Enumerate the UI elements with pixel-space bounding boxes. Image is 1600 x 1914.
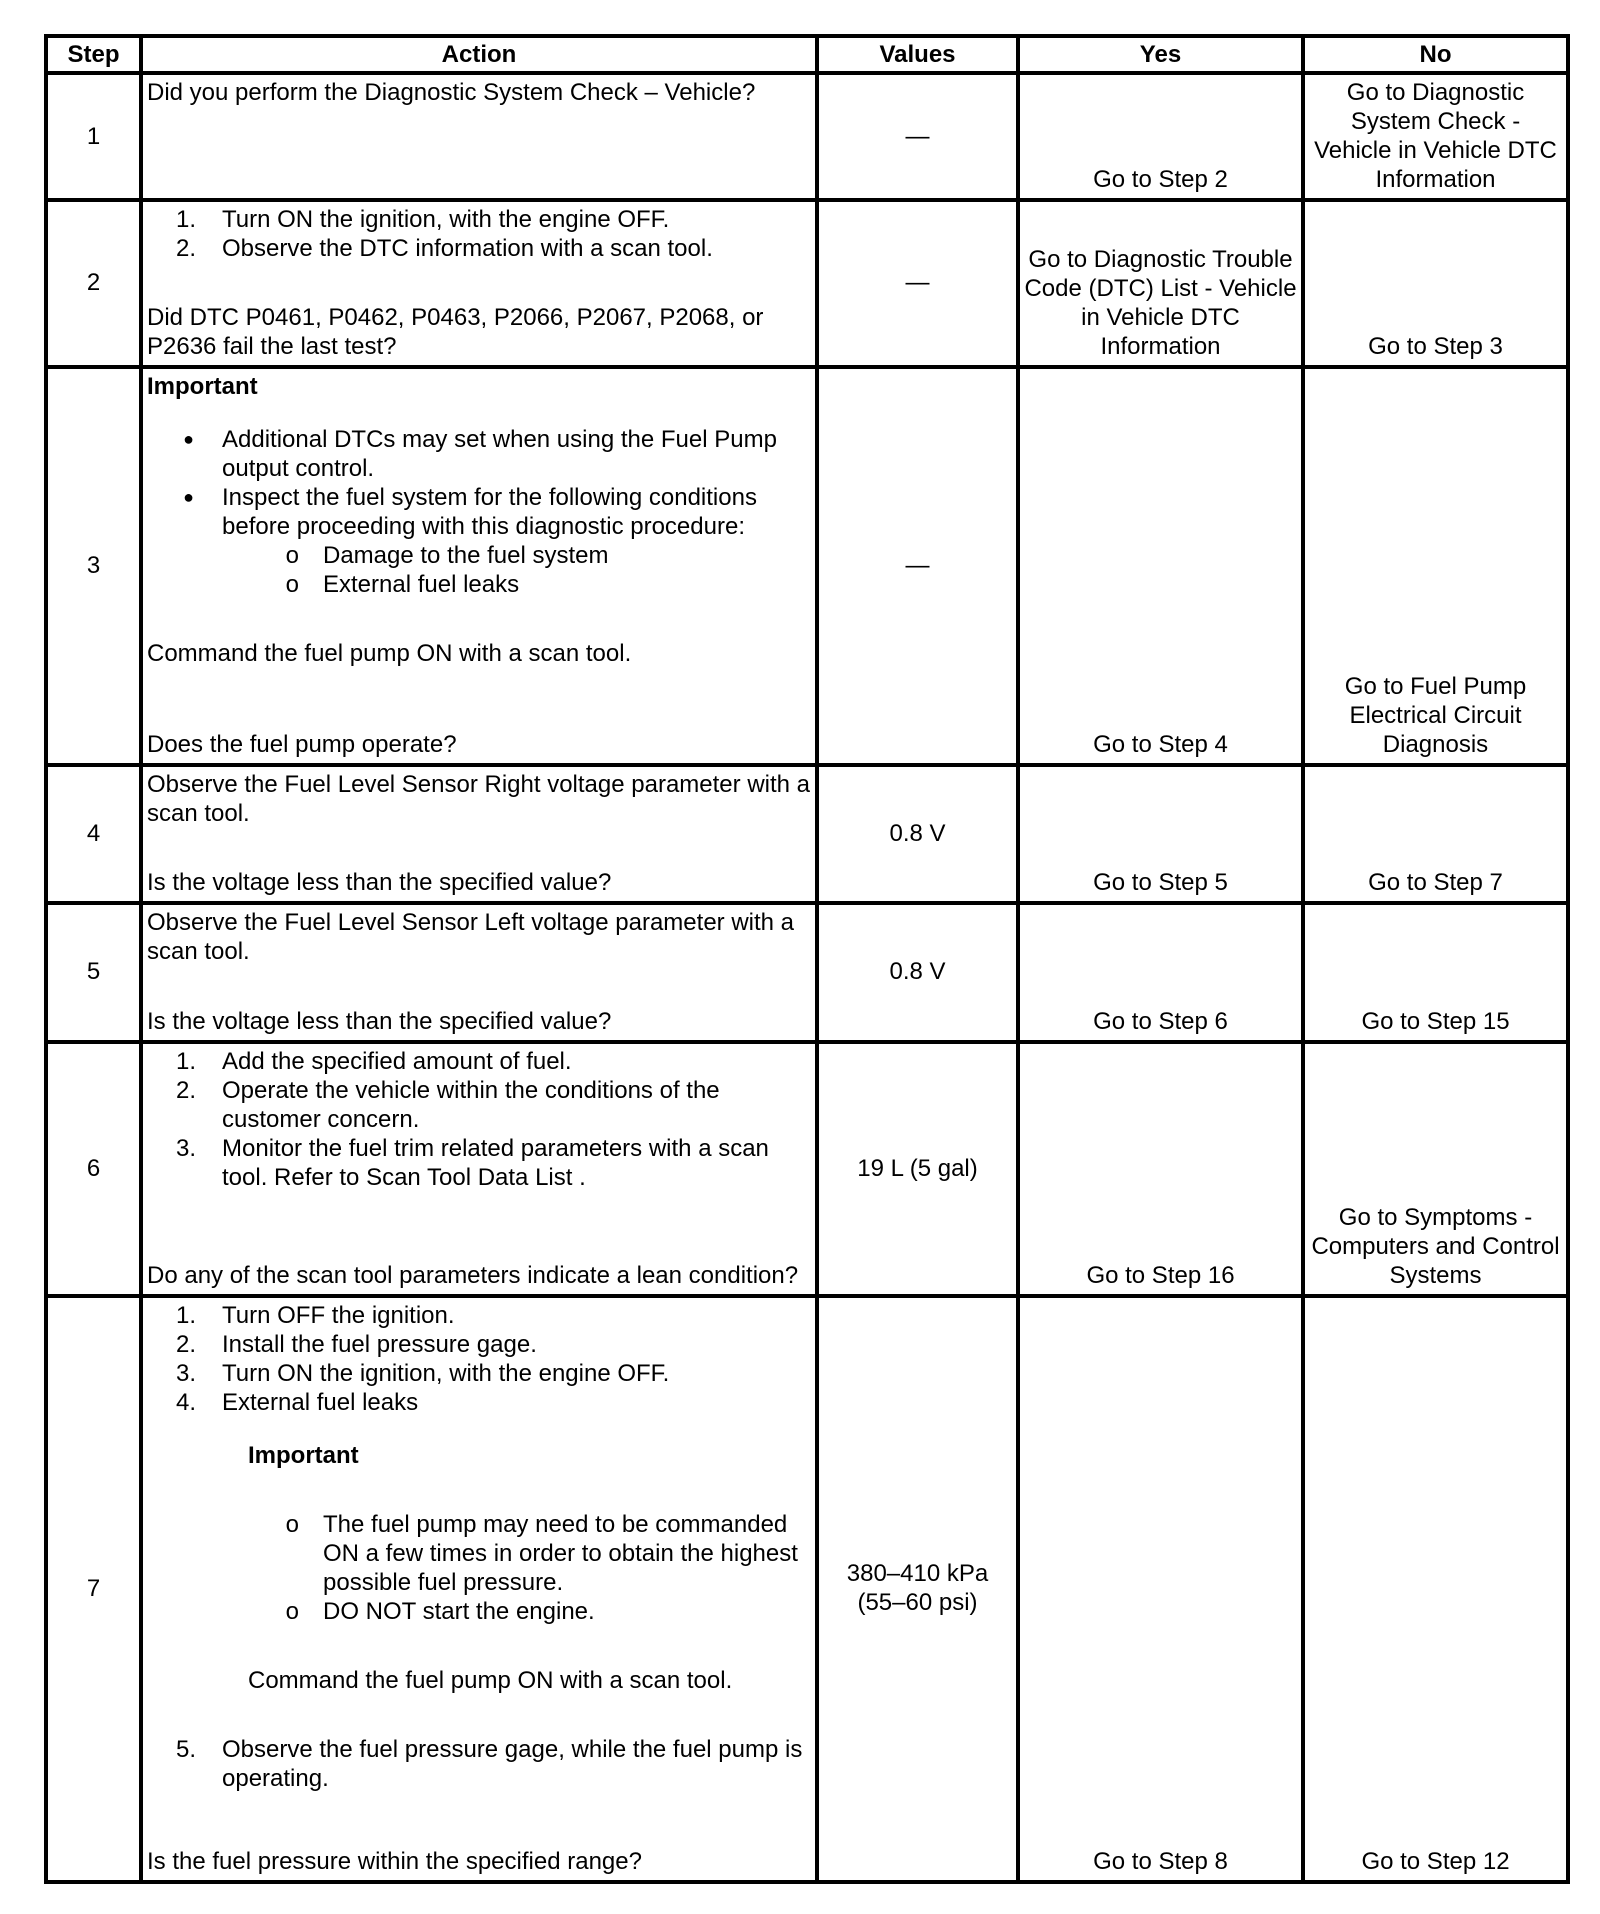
list-item: 3. Monitor the fuel trim related parameters with a scan tool. Refer to Scan Tool Data List . <box>175 1135 769 1192</box>
header-action: Action <box>141 36 817 73</box>
yes-cell: Go to Step 16 <box>1018 1042 1303 1296</box>
step-number: 7 <box>46 1296 141 1882</box>
table-row <box>46 367 1568 765</box>
table-row <box>46 200 1568 366</box>
list-item: 1. Turn ON the ignition, with the engine OFF. <box>175 206 670 234</box>
no-cell: Go to Fuel Pump Electrical Circuit Diagnosis <box>1303 367 1568 765</box>
list-item: 3. Turn ON the ignition, with the engine OFF. <box>175 1359 670 1387</box>
yes-cell: Go to Step 2 <box>1018 73 1303 200</box>
important-label: Important <box>147 372 258 400</box>
list-item: 2. Operate the vehicle within the conditions of the customer concern. <box>175 1077 720 1134</box>
header-step: Step <box>46 36 141 73</box>
no-cell: Go to Step 3 <box>1303 200 1568 366</box>
list-item: 5. Observe the fuel pressure gage, while the fuel pump is operating. <box>175 1735 803 1792</box>
header-yes: Yes <box>1018 36 1303 73</box>
value-cell: 19 L (5 gal) <box>817 1042 1018 1296</box>
list-item: 4. External fuel leaks <box>175 1388 419 1416</box>
action-instruction: Observe the Fuel Level Sensor Right voltage parameter with a scan tool. <box>147 770 811 827</box>
numbered-list <box>147 1301 811 1417</box>
yes-cell: Go to Step 4 <box>1018 367 1303 765</box>
step-number: 4 <box>46 765 141 903</box>
no-cell: Go to Step 15 <box>1303 903 1568 1042</box>
table-row <box>46 1042 1568 1296</box>
numbered-list <box>147 1735 811 1793</box>
header-no: No <box>1303 36 1568 73</box>
value-cell: 0.8 V <box>817 765 1018 903</box>
action-cell <box>141 903 817 1042</box>
yes-cell: Go to Diagnostic Trouble Code (DTC) List - Vehicle in Vehicle DTC Information <box>1018 200 1303 366</box>
no-cell: Go to Symptoms - Computers and Control Systems <box>1303 1042 1568 1296</box>
important-label: Important <box>248 1441 359 1469</box>
value-cell: — <box>817 200 1018 366</box>
step-number: 1 <box>46 73 141 200</box>
value-line: (55–60 psi) <box>857 1589 978 1617</box>
action-cell <box>141 73 817 200</box>
value-cell: — <box>817 367 1018 765</box>
action-question: Do any of the scan tool parameters indicate a lean condition? <box>147 1261 799 1289</box>
no-cell: Go to Step 12 <box>1303 1296 1568 1882</box>
action-question: Did DTC P0461, P0462, P0463, P2066, P2067, P2068, or P2636 fail the last test? <box>147 303 764 360</box>
yes-cell: Go to Step 8 <box>1018 1296 1303 1882</box>
numbered-list <box>147 1047 811 1192</box>
value-cell: — <box>817 73 1018 200</box>
table-row <box>46 903 1568 1042</box>
list-item: ● Additional DTCs may set when using the Fuel Pump output control. <box>183 425 777 482</box>
list-item: 2. Observe the DTC information with a scan tool. <box>175 235 713 263</box>
action-instruction: Command the fuel pump ON with a scan tool. <box>248 1666 733 1694</box>
sub-bullet-list <box>147 541 811 599</box>
action-cell <box>141 765 817 903</box>
list-item: 2. Install the fuel pressure gage. <box>175 1330 537 1358</box>
action-cell <box>141 1042 817 1296</box>
list-item: 1. Add the specified amount of fuel. <box>175 1048 572 1076</box>
list-item: o DO NOT start the engine. <box>285 1597 595 1625</box>
no-cell: Go to Step 7 <box>1303 765 1568 903</box>
action-question: Did you perform the Diagnostic System Check – Vehicle? <box>147 79 756 106</box>
action-instruction: Observe the Fuel Level Sensor Left voltage parameter with a scan tool. <box>147 908 795 965</box>
yes-cell: Go to Step 6 <box>1018 903 1303 1042</box>
action-question: Does the fuel pump operate? <box>147 730 457 758</box>
value-line: 380–410 kPa <box>846 1560 989 1588</box>
action-question: Is the voltage less than the specified value? <box>147 868 612 896</box>
step-number: 2 <box>46 200 141 366</box>
step-number: 3 <box>46 367 141 765</box>
table-row <box>46 765 1568 903</box>
header-values: Values <box>817 36 1018 73</box>
action-cell <box>141 200 817 366</box>
numbered-list <box>147 205 811 263</box>
action-question: Is the fuel pressure within the specified range? <box>147 1848 642 1875</box>
sub-bullet-list <box>147 1510 811 1626</box>
no-cell: Go to Diagnostic System Check - Vehicle in Vehicle DTC Information <box>1303 73 1568 200</box>
list-item: o Damage to the fuel system <box>285 541 609 569</box>
table-row <box>46 1296 1568 1882</box>
step-number: 6 <box>46 1042 141 1296</box>
step-number: 5 <box>46 903 141 1042</box>
list-item: 1. Turn OFF the ignition. <box>175 1301 455 1329</box>
table-row <box>46 73 1568 200</box>
header-row <box>46 36 1568 73</box>
value-cell: 0.8 V <box>817 903 1018 1042</box>
yes-cell: Go to Step 5 <box>1018 765 1303 903</box>
list-item: ● Inspect the fuel system for the following conditions before proceeding with this diagnostic procedure: <box>183 483 757 540</box>
action-instruction: Command the fuel pump ON with a scan tool. <box>147 639 632 667</box>
action-question: Is the voltage less than the specified value? <box>147 1008 612 1036</box>
list-item: o The fuel pump may need to be commanded ON a few times in order to obtain the highest possible fuel pressure. <box>285 1510 798 1596</box>
value-cell <box>817 1296 1018 1882</box>
bullet-list <box>147 425 811 541</box>
list-item: o External fuel leaks <box>285 570 520 598</box>
action-cell <box>141 1296 817 1882</box>
diagnostic-table <box>44 34 1570 1884</box>
action-cell <box>141 367 817 765</box>
